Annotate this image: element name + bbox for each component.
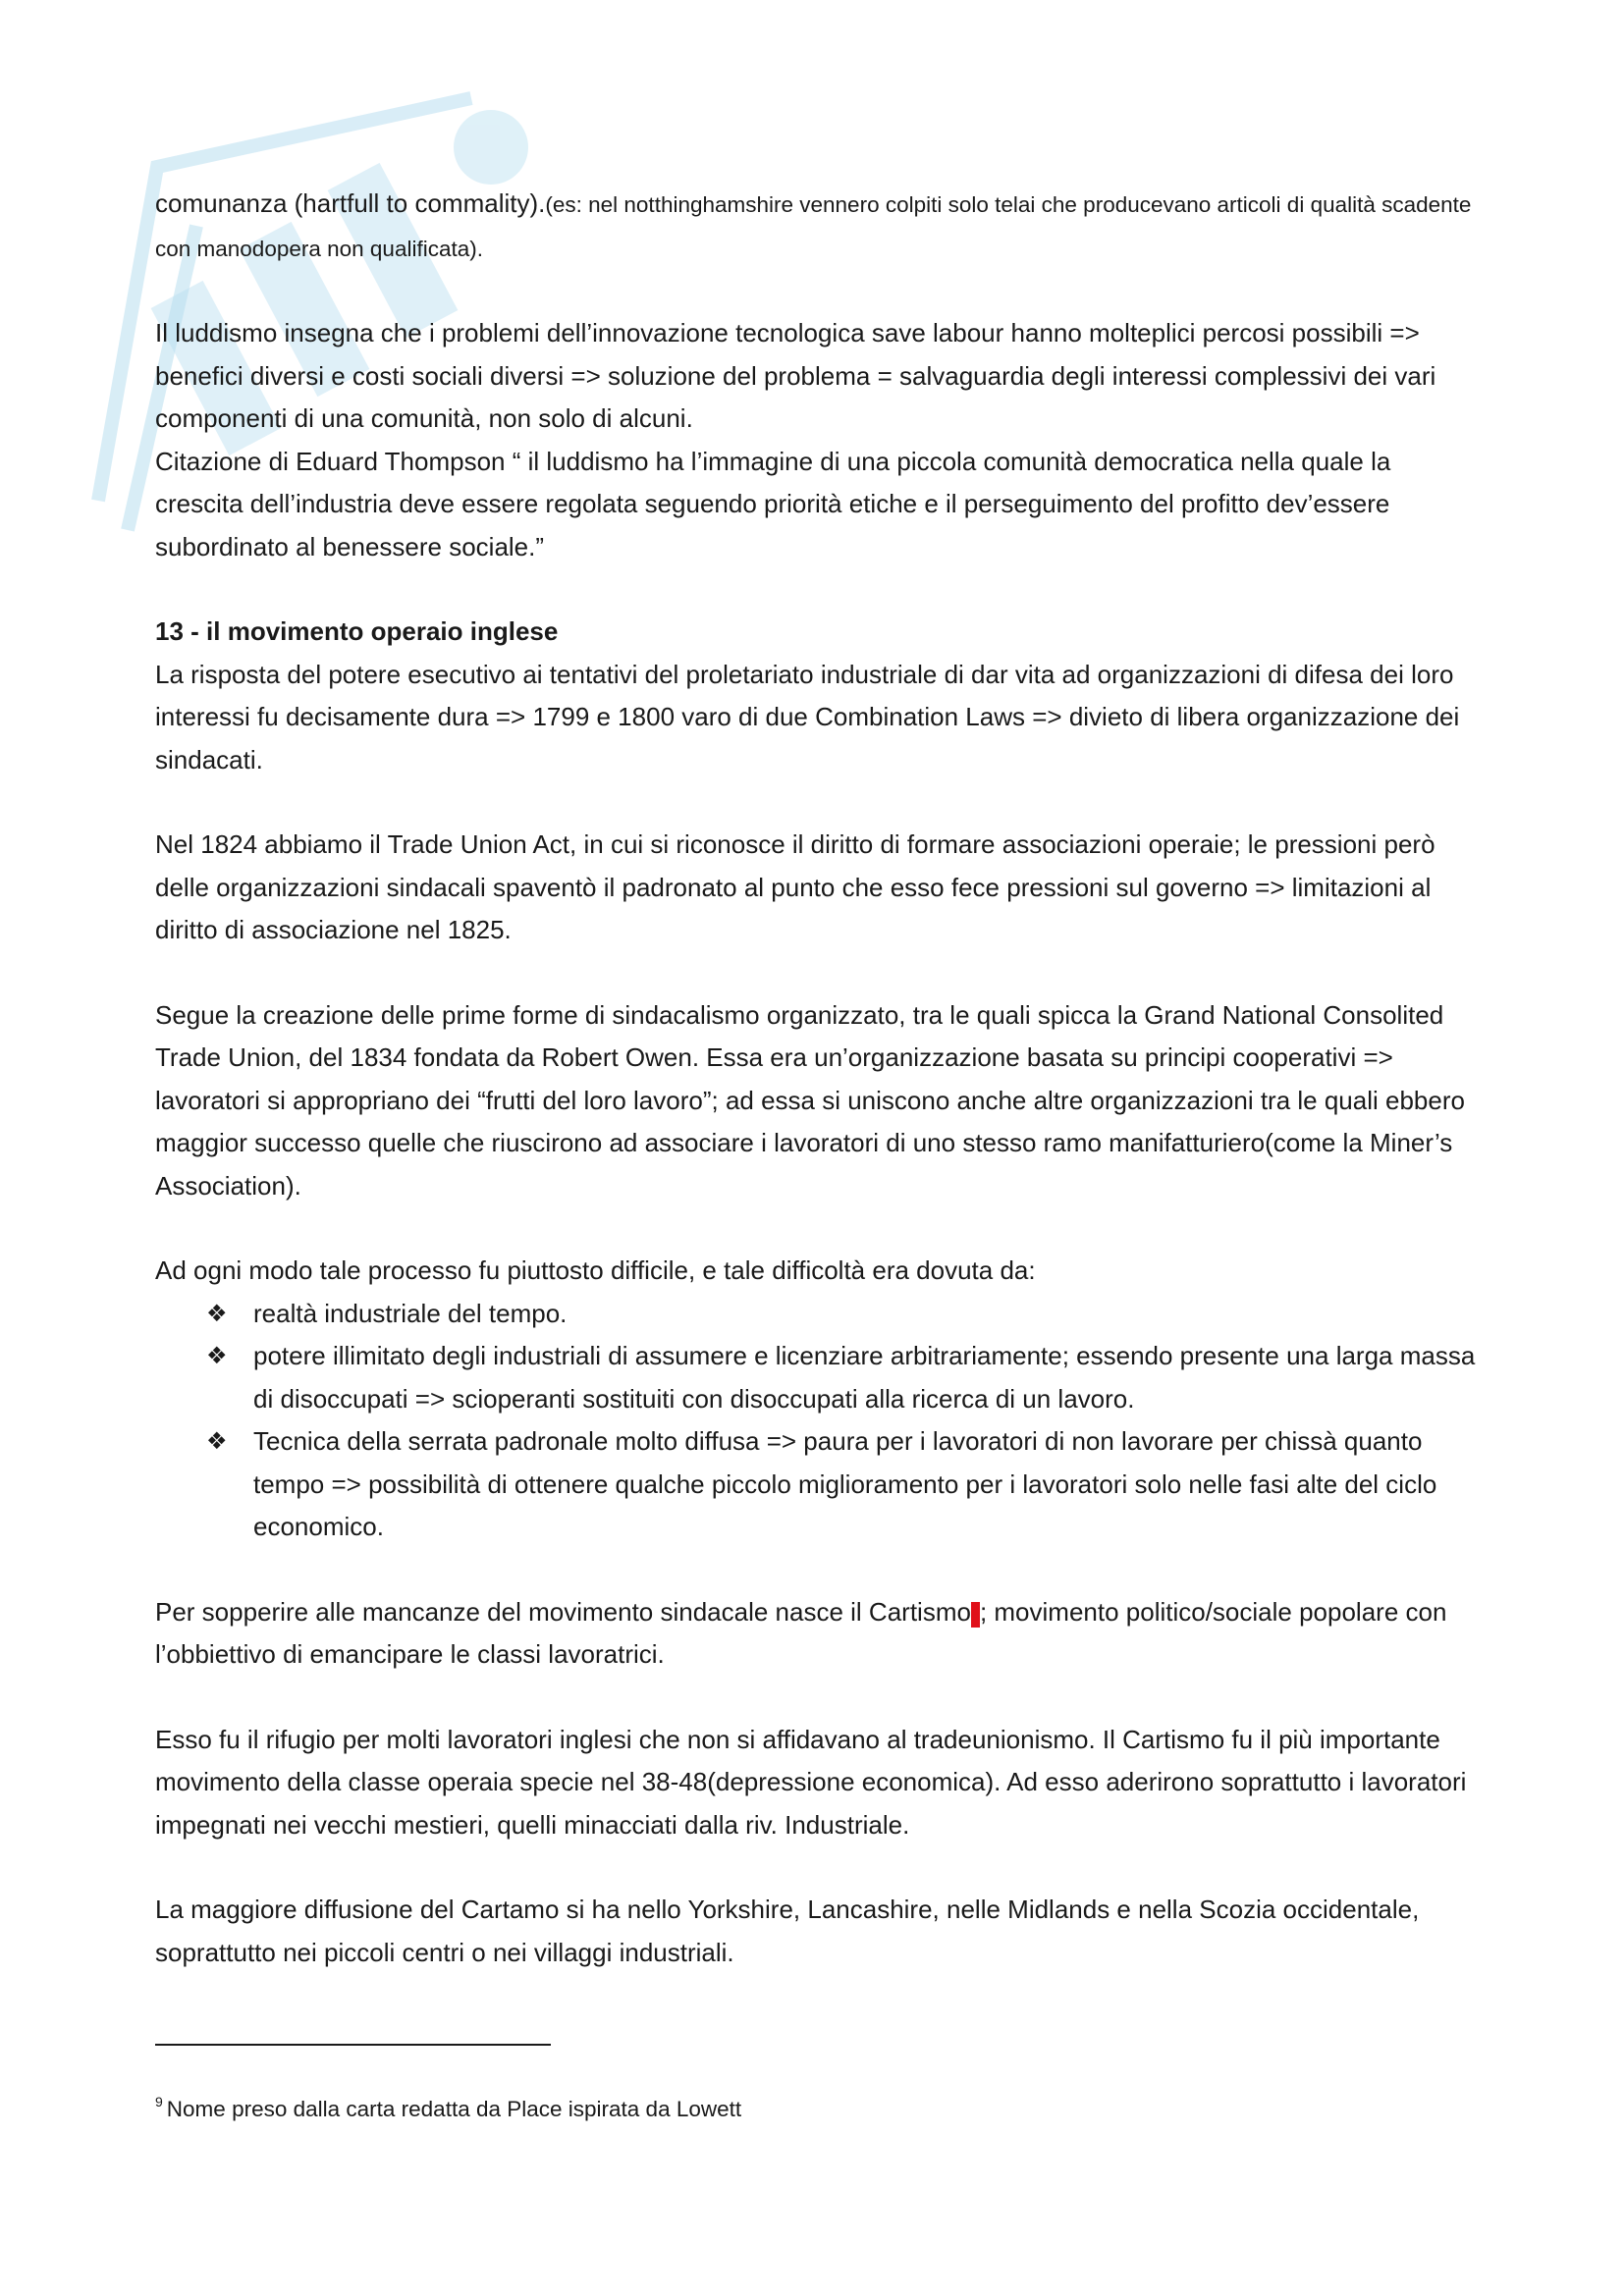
list-item <box>155 1420 1483 1549</box>
footnote <box>155 2087 741 2124</box>
combination-laws-paragraph: La risposta del potere esecutivo ai tentativi del proletariato industriale di dar vita ad organizzazioni di difesa dei loro interessi fu decisamente dura => 1799 e 1800 varo di due Combination Laws => divieto di libera organizzazione dei sindacati. <box>155 659 1460 774</box>
list-item-text: Tecnica della serrata padronale molto diffusa => paura per i lavoratori di non lavorare per chissà quanto tempo => possibilità di ottenere qualche piccolo miglioramento per i lavoratori solo nelle fasi alte del ciclo economico. <box>253 1426 1437 1541</box>
list-item <box>155 1293 1483 1336</box>
diamond-bullet-icon: ❖ <box>206 1428 228 1455</box>
thompson-quote-paragraph: Citazione di Eduard Thompson “ il luddismo ha l’immagine di una piccola comunità democratica nella quale la crescita dell’industria deve essere regolata seguendo priorità etiche e il perseguimento del profitto dev’essere subordinato al benessere sociale.” <box>155 446 1391 561</box>
luddism-paragraph: Il luddismo insegna che i problemi dell’innovazione tecnologica save labour hanno molteplici percosi possibili => benefici diversi e costi sociali diversi => soluzione del problema = salvaguardia degli interessi complessivi dei vari componenti di una comunità, non solo di alcuni. <box>155 318 1436 433</box>
difficulty-intro-paragraph: Ad ogni modo tale processo fu piuttosto difficile, e tale difficoltà era dovuta da: <box>155 1255 1036 1285</box>
grand-national-paragraph: Segue la creazione delle prime forme di sindacalismo organizzato, tra le quali spicca la Grand National Consolited Trade Union, del 1834 fondata da Robert Owen. Essa era un’organizzazione basata su principi cooperativi => lavoratori si appropriano dei “frutti del loro lavoro”; ad essa si uniscono anche altre organizzazioni tra le quali ebbero maggior successo quelle che riuscirono ad associare i lavoratori di uno stesso ramo manifatturiero(come la Miner’s Association). <box>155 999 1465 1201</box>
document-page <box>155 183 1483 1974</box>
cartismo-paragraph <box>155 1591 1483 1677</box>
footnote-text: Nome preso dalla carta redatta da Place ispirata da Lowett <box>166 2097 742 2121</box>
diamond-bullet-icon: ❖ <box>206 1343 228 1369</box>
intro-main-text: comunanza (hartfull to commality). <box>155 188 546 218</box>
intro-aside-text: (es: nel notthinghamshire vennero colpiti solo telai che producevano articoli di qualità scadente con manodopera non qualificata). <box>155 192 1472 261</box>
footnote-number: 9 <box>155 2094 163 2109</box>
intro-paragraph <box>155 183 1483 270</box>
diffusion-paragraph: La maggiore diffusione del Cartamo si ha nello Yorkshire, Lancashire, nelle Midlands e nella Scozia occidentale, soprattutto nei piccoli centri o nei villaggi industriali. <box>155 1895 1420 1967</box>
list-item-text: realtà industriale del tempo. <box>253 1298 568 1328</box>
section-heading: 13 - il movimento operaio inglese <box>155 616 559 646</box>
trade-union-act-paragraph: Nel 1824 abbiamo il Trade Union Act, in cui si riconosce il diritto di formare associazioni operaie; le pressioni però delle organizzazioni sindacali spaventò il padronato al punto che esso fece pressioni sul governo => limitazioni al diritto di associazione nel 1825. <box>155 829 1435 944</box>
cartismo-text-after: ; movimento politico/sociale popolare con l’obbiettivo di emancipare le classi lavoratrici. <box>155 1596 1447 1669</box>
list-item <box>155 1335 1483 1420</box>
cartismo-text-before: Per sopperire alle mancanze del movimento sindacale nasce il Cartismo <box>155 1596 971 1627</box>
diamond-bullet-icon: ❖ <box>206 1300 228 1327</box>
footnote-reference-marker[interactable]: 9 <box>971 1602 980 1628</box>
footnote-separator <box>155 2044 551 2046</box>
difficulty-list <box>155 1293 1483 1549</box>
list-item-text: potere illimitato degli industriali di assumere e licenziare arbitrariamente; essendo presente una larga massa di disoccupati => scioperanti sostituiti con disoccupati alla ricerca di un lavoro. <box>253 1341 1476 1414</box>
refuge-paragraph: Esso fu il rifugio per molti lavoratori inglesi che non si affidavano al tradeunionismo. Il Cartismo fu il più importante movimento della classe operaia specie nel 38-48(depressione economica). Ad esso aderirono soprattutto i lavoratori impegnati nei vecchi mestieri, quelli minacciati dalla riv. Industriale. <box>155 1724 1467 1840</box>
